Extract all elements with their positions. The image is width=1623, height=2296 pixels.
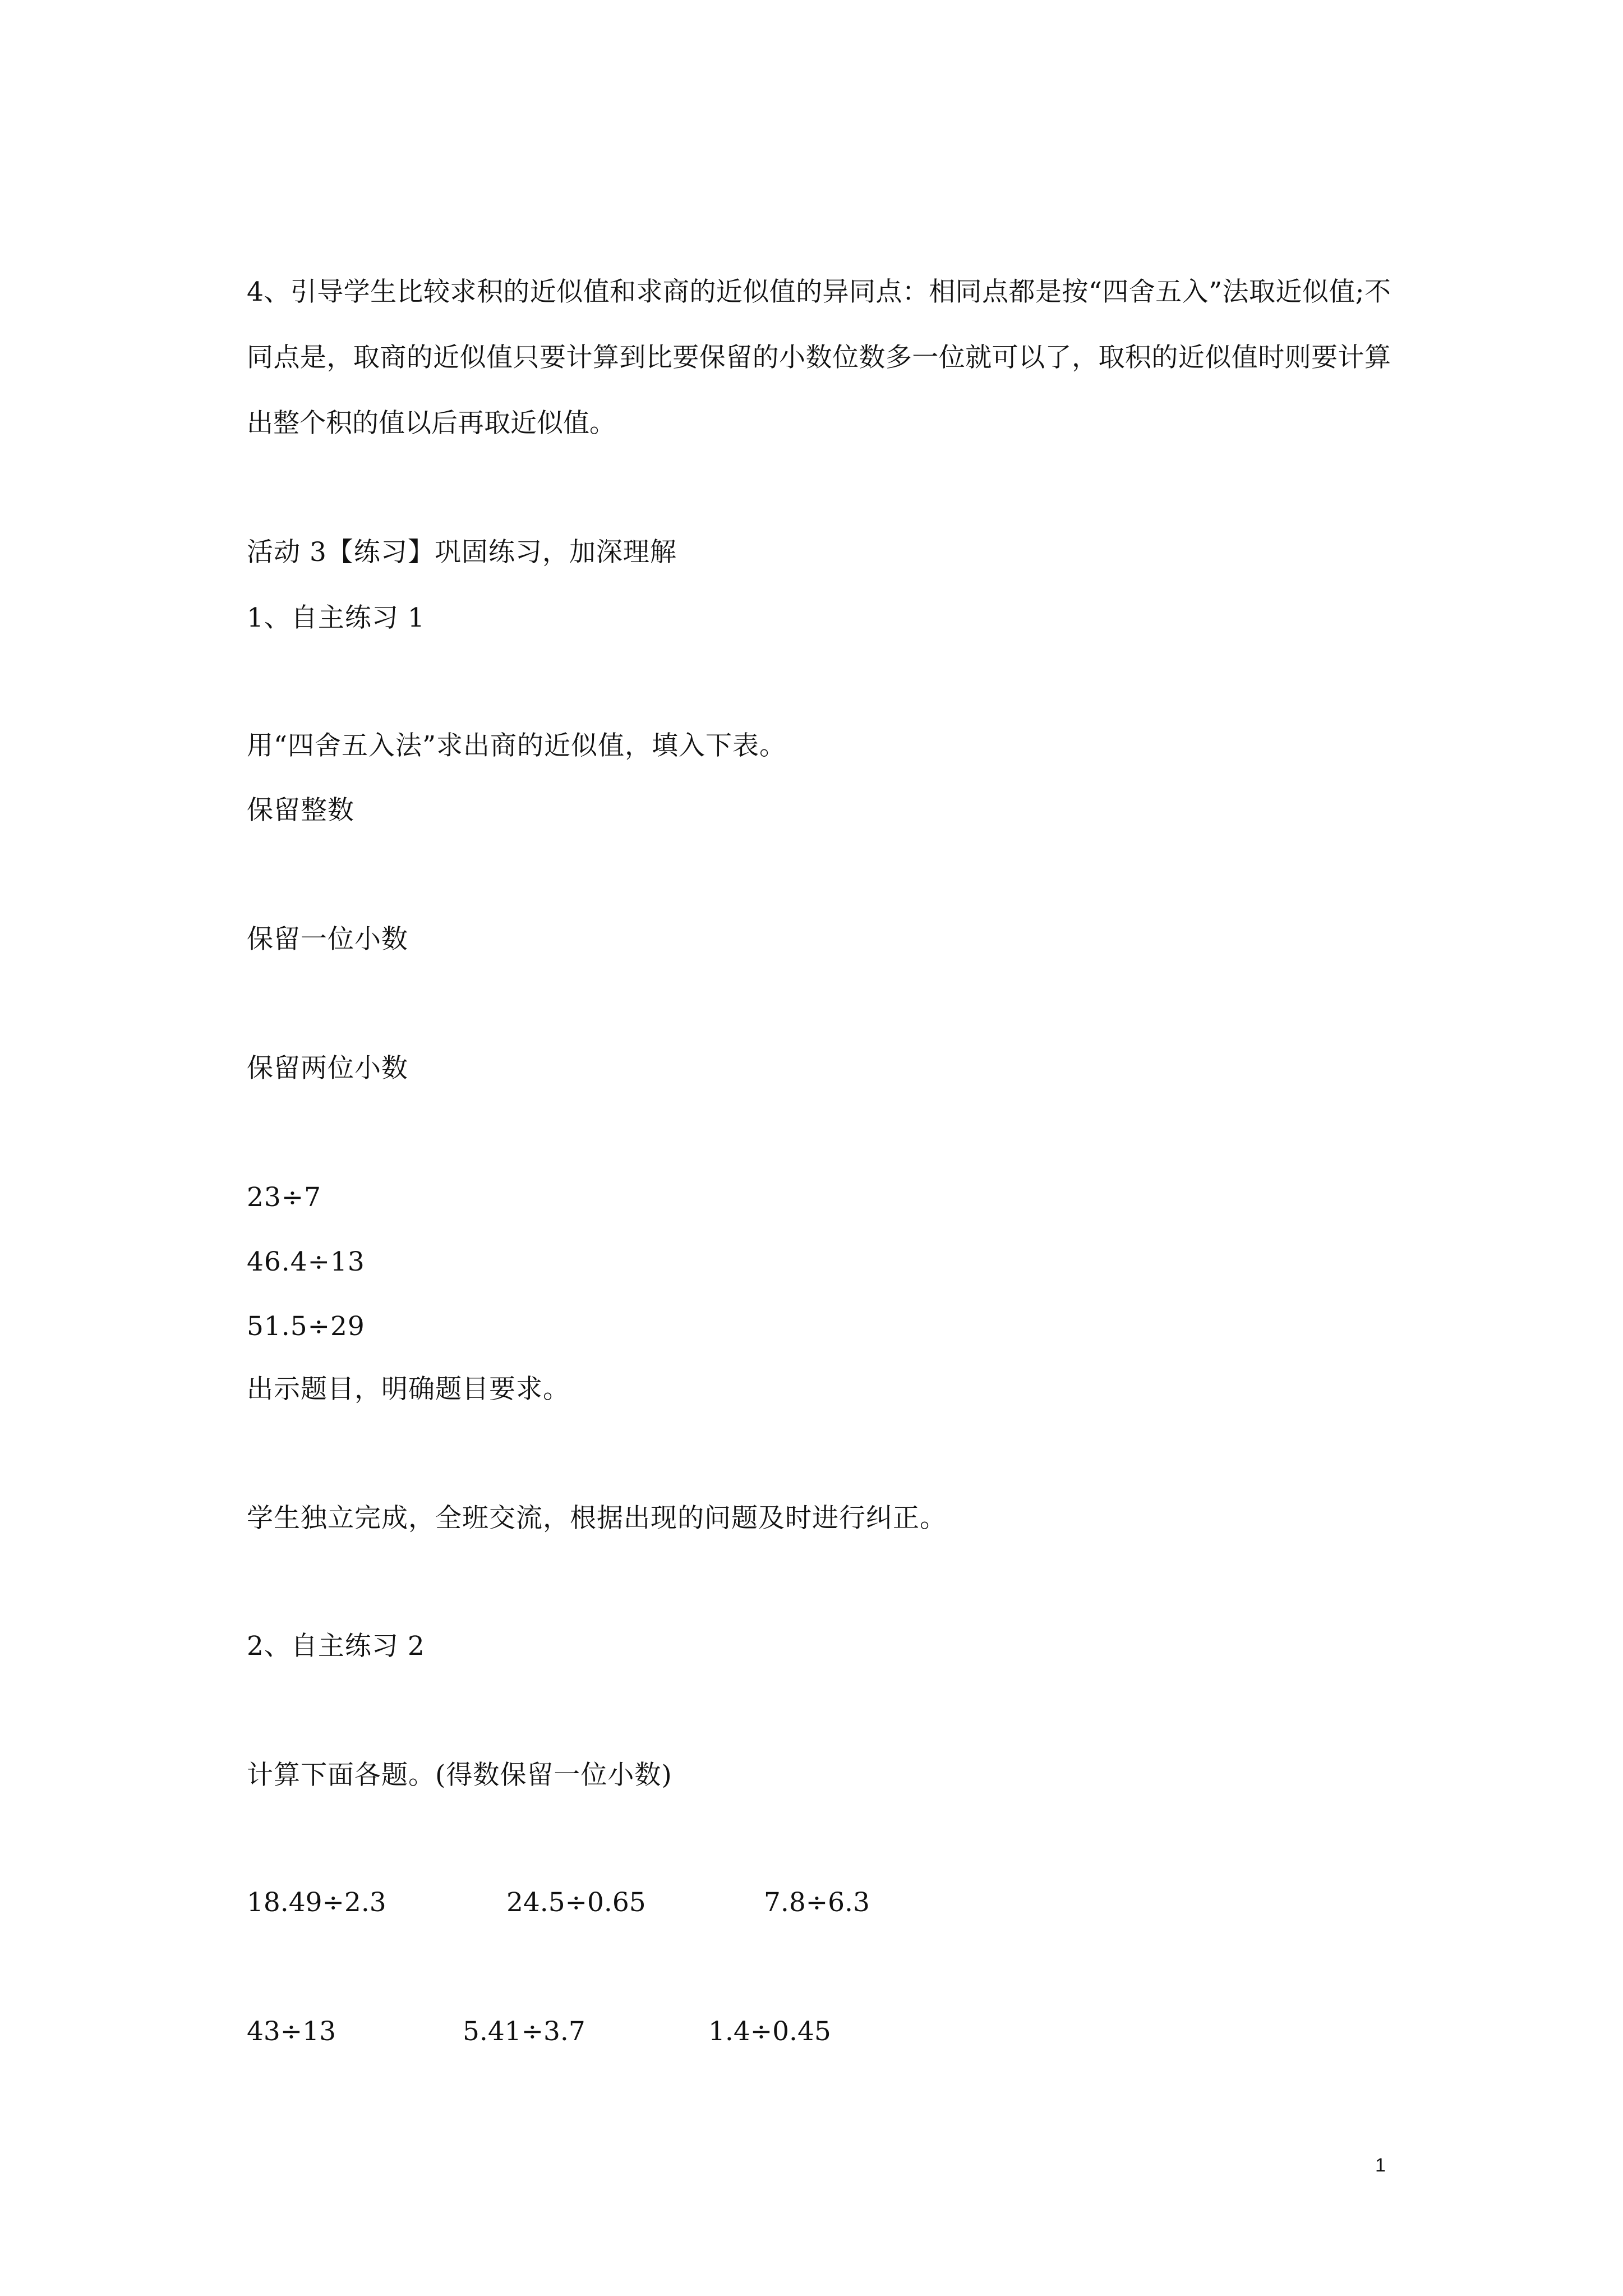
practice-1-heading: 1、自主练习 1 — [247, 602, 425, 633]
problem-18-49-div-2-3: 18.49÷2.3 — [247, 1887, 386, 1918]
practice-1-instruction: 用“四舍五入法”求出商的近似值，填入下表。 — [247, 730, 787, 761]
practice-1-note-2: 学生独立完成，全班交流，根据出现的问题及时进行纠正。 — [247, 1503, 947, 1534]
problem-1-4-div-0-45: 1.4÷0.45 — [708, 2016, 831, 2047]
paragraph-4: 4、引导学生比较求积的近似值和求商的近似值的异同点：相同点都是按“四舍五入”法取近似值;不同点是，取商的近似值只要计算到比要保留的小数位数多一位就可以了，取积的近似值时则要计算出整个积的值以后再取近似值。 — [247, 277, 1391, 439]
column-keep-two-decimals: 保留两位小数 — [247, 1053, 408, 1084]
page-number: 1 — [1375, 2155, 1386, 2176]
problem-51-5-div-29: 51.5÷29 — [247, 1311, 365, 1342]
practice-2-instruction: 计算下面各题。(得数保留一位小数) — [247, 1760, 672, 1791]
practice-1-note-1: 出示题目，明确题目要求。 — [247, 1374, 570, 1405]
problem-23-div-7: 23÷7 — [247, 1182, 322, 1213]
practice-2-heading: 2、自主练习 2 — [247, 1631, 425, 1662]
column-keep-integer: 保留整数 — [247, 795, 354, 826]
problem-5-41-div-3-7: 5.41÷3.7 — [463, 2016, 585, 2047]
activity-heading: 活动 3【练习】巩固练习，加深理解 — [247, 537, 677, 568]
problem-7-8-div-6-3: 7.8÷6.3 — [764, 1887, 870, 1918]
problem-24-5-div-0-65: 24.5÷0.65 — [506, 1887, 646, 1918]
column-keep-one-decimal: 保留一位小数 — [247, 924, 408, 955]
problem-46-4-div-13: 46.4÷13 — [247, 1246, 365, 1277]
problem-43-div-13: 43÷13 — [247, 2016, 336, 2047]
